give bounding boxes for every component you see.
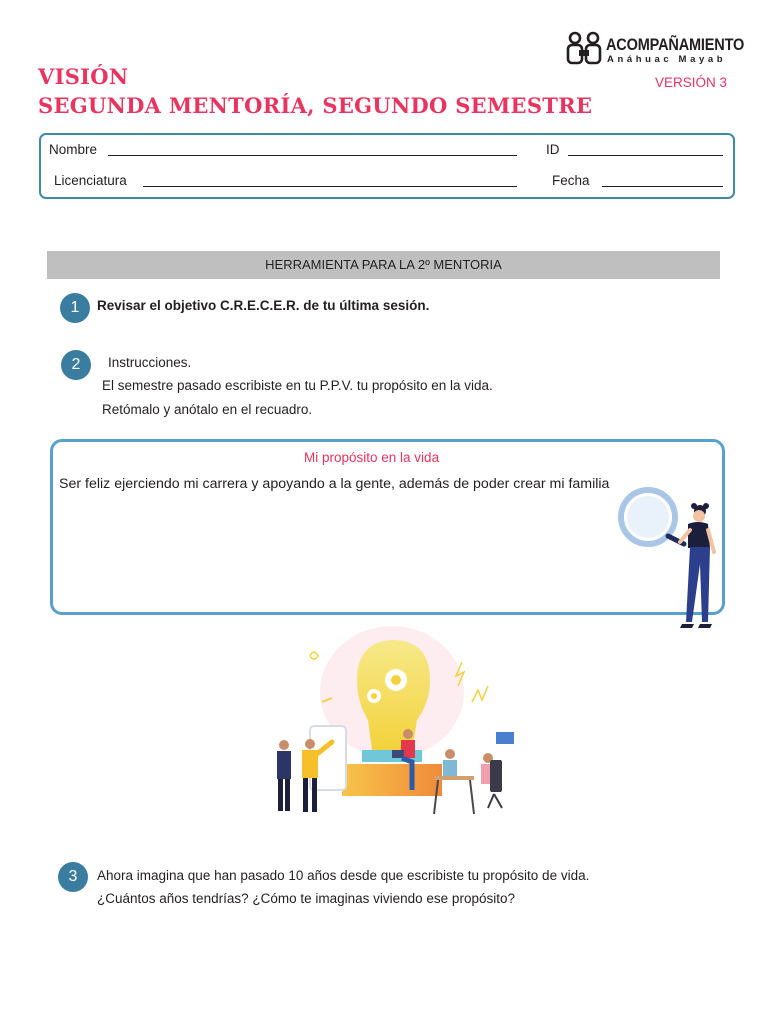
people-logo-icon: [565, 31, 605, 65]
date-field[interactable]: [602, 172, 723, 187]
step-3-badge: 3: [58, 862, 88, 892]
step-2-line2: Retómalo y anótalo en el recuadro.: [102, 402, 313, 417]
degree-label: Licenciatura: [54, 173, 127, 188]
step-1-text: Revisar el objetivo C.R.E.C.E.R. de tu última sesión.: [97, 298, 430, 313]
tool-heading-bar: HERRAMIENTA PARA LA 2º MENTORIA: [47, 251, 720, 279]
step-3-line2: ¿Cuántos años tendrías? ¿Cómo te imaginas viviendo ese propósito?: [97, 891, 515, 906]
name-field[interactable]: [108, 141, 517, 156]
step-2-badge: 2: [61, 350, 91, 380]
purpose-answer[interactable]: Ser feliz ejerciendo mi carrera y apoyando a la gente, además de poder crear mi familia: [59, 476, 610, 492]
brand-subtitle: Anáhuac Mayab: [607, 54, 727, 65]
magnifier-woman-illustration: [610, 484, 725, 634]
version-label: VERSIÓN 3: [655, 75, 728, 90]
degree-field[interactable]: [143, 172, 517, 187]
id-label: ID: [546, 142, 560, 157]
page-title: VISIÓN: [38, 64, 129, 89]
step-1-badge: 1: [60, 293, 90, 323]
step-2-heading: Instrucciones.: [108, 355, 192, 370]
name-label: Nombre: [49, 142, 98, 157]
page-subtitle: SEGUNDA MENTORÍA, SEGUNDO SEMESTRE: [38, 93, 593, 118]
step-2-line1: El semestre pasado escribiste en tu P.P.V. tu propósito en la vida.: [102, 378, 493, 393]
step-3-line1: Ahora imagina que han pasado 10 años desde que escribiste tu propósito de vida.: [97, 868, 590, 883]
id-field[interactable]: [568, 141, 723, 156]
purpose-title: Mi propósito en la vida: [304, 450, 440, 465]
brand-name: ACOMPAÑAMIENTO: [606, 36, 745, 54]
date-label: Fecha: [552, 173, 590, 188]
lightbulb-team-illustration: [262, 622, 522, 818]
